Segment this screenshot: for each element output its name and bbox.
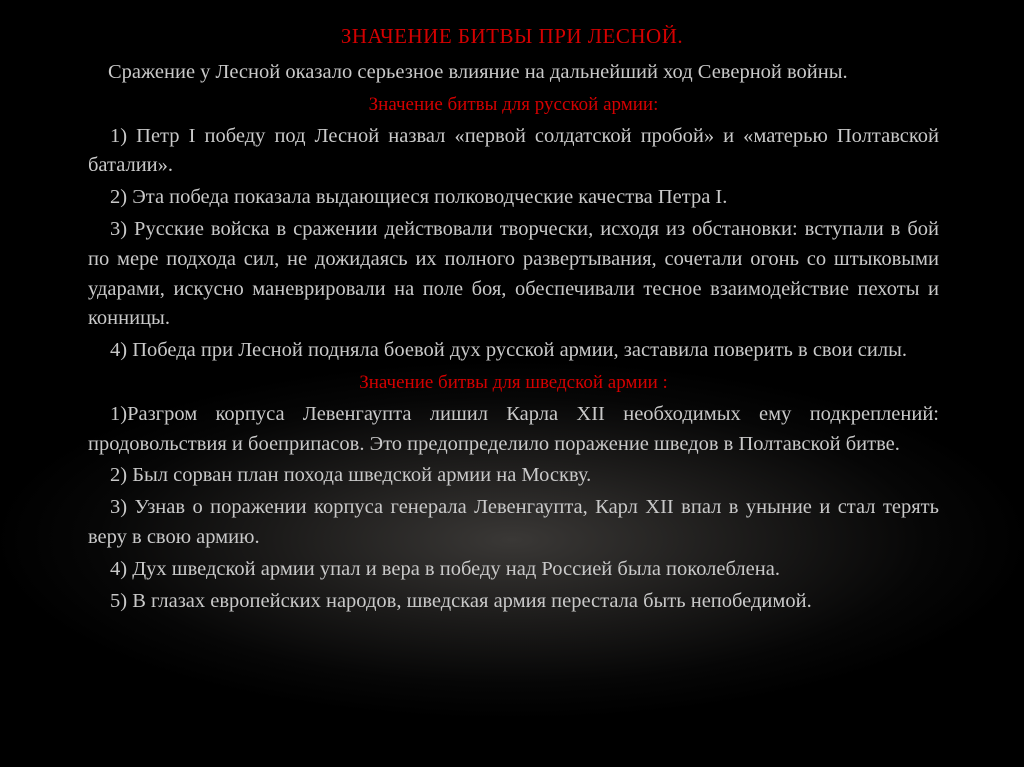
slide-body xyxy=(88,58,939,618)
swedish-point: 5) В глазах европейских народов, шведская армия перестала быть непобедимой. xyxy=(110,589,812,612)
slide-title: ЗНАЧЕНИЕ БИТВЫ ПРИ ЛЕСНОЙ. xyxy=(340,24,684,48)
russian-point: 4) Победа при Лесной подняла боевой дух русской армии, заставила поверить в свои силы. xyxy=(110,339,908,362)
russian-point: 1) Петр I победу под Лесной назвал «первой солдатской пробой» и «матерью Полтавской баталии». xyxy=(88,124,939,177)
swedish-point: 2) Был сорван план похода шведской армии на Москву. xyxy=(110,464,592,487)
swedish-heading: Значение битвы для шведской армии : xyxy=(359,371,668,393)
russian-point: 2) Эта победа показала выдающиеся полководческие качества Петра I. xyxy=(110,186,728,209)
swedish-point: 1)Разгром корпуса Левенгаупта лишил Карла XII необходимых ему подкреплений: продовольствия и боеприпасов. Это предопределило поражение шведов в Полтавской битве. xyxy=(88,402,939,455)
russian-point: 3) Русские войска в сражении действовали творчески, исходя из обстановки: вступали в бой по мере подхода сил, не дожидаясь их полного развертывания, сочетали огонь со штыковыми ударами, искусно маневрировали на поле боя, обеспечивали тесное взаимодействие пехоты и конницы. xyxy=(88,217,939,330)
swedish-point: 3) Узнав о поражении корпуса генерала Левенгаупта, Карл XII впал в уныние и стал терять веру в свою армию. xyxy=(88,496,939,548)
intro-paragraph: Сражение у Лесной оказало серьезное влияние на дальнейший ход Северной войны. xyxy=(108,61,848,83)
swedish-point: 4) Дух шведской армии упал и вера в победу над Россией была поколеблена. xyxy=(110,557,780,580)
russian-heading: Значение битвы для русской армии: xyxy=(368,93,659,115)
